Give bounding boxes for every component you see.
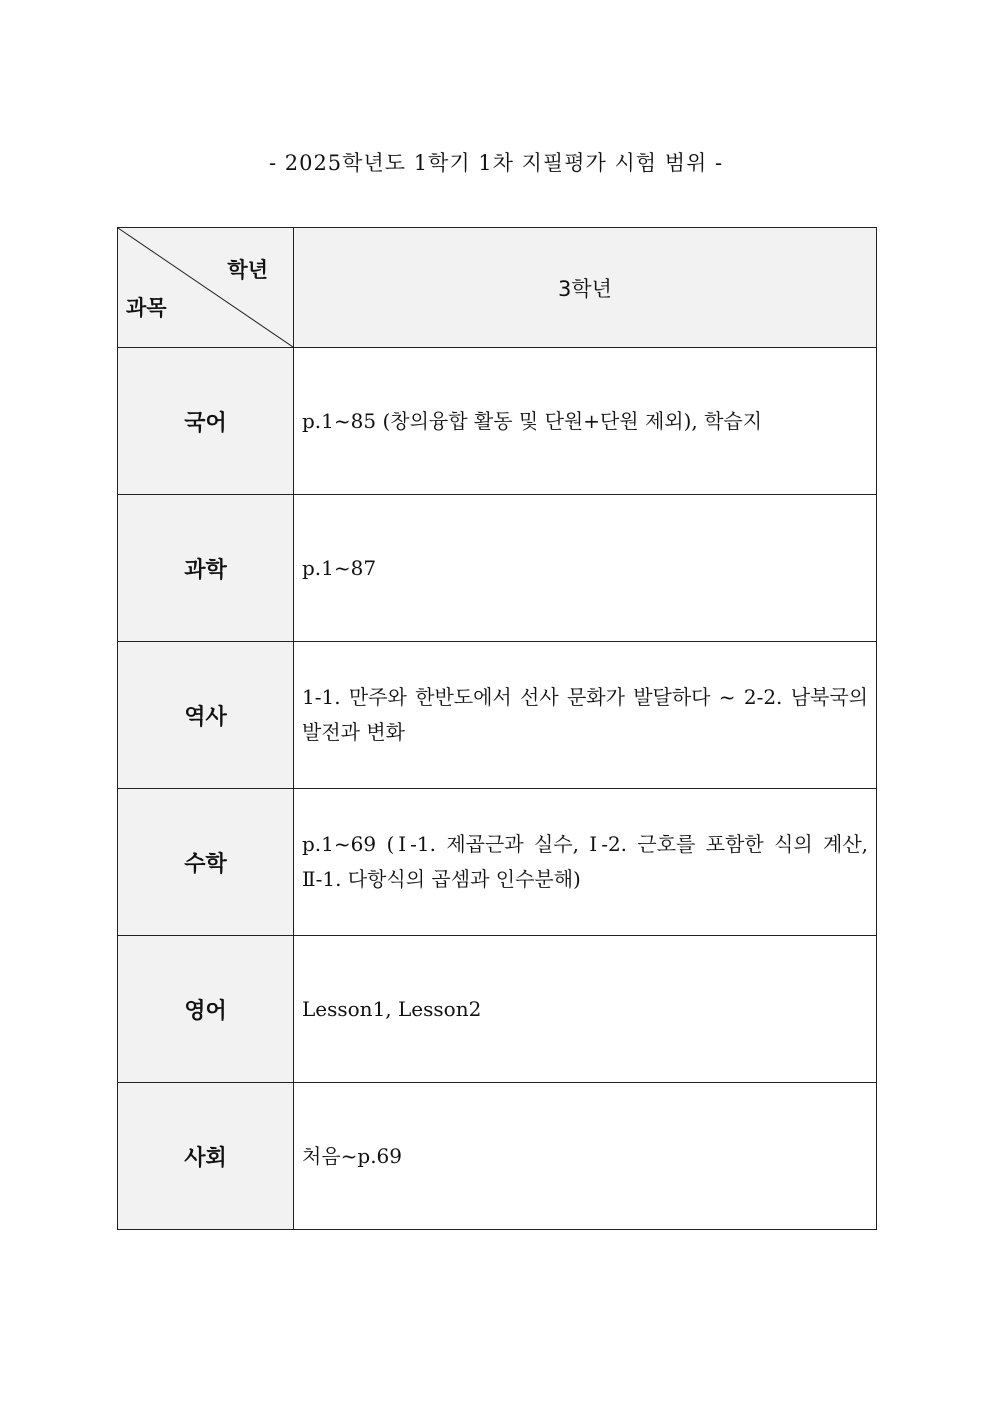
table-row xyxy=(118,348,877,495)
range-cell: p.1~85 (창의융합 활동 및 단원+단원 제외), 학습지 xyxy=(294,348,877,495)
range-cell: p.1~69 (Ⅰ-1. 제곱근과 실수, Ⅰ-2. 근호를 포함한 식의 계산, Ⅱ-1. 다항식의 곱셈과 인수분해) xyxy=(294,789,877,936)
table-row xyxy=(118,1083,877,1230)
corner-subject-label: 과목 xyxy=(126,296,167,320)
subject-cell: 수학 xyxy=(118,789,294,936)
table-row xyxy=(118,642,877,789)
exam-range-table xyxy=(117,227,877,1230)
subject-cell: 과학 xyxy=(118,495,294,642)
document-title: - 2025학년도 1학기 1차 지필평가 시험 범위 - xyxy=(268,151,724,175)
subject-cell: 국어 xyxy=(118,348,294,495)
subject-cell: 영어 xyxy=(118,936,294,1083)
subject-cell: 사회 xyxy=(118,1083,294,1230)
table-row xyxy=(118,495,877,642)
range-cell: p.1~87 xyxy=(294,495,877,642)
corner-cell xyxy=(118,228,294,348)
corner-grade-label: 학년 xyxy=(227,258,268,282)
range-cell: 1-1. 만주와 한반도에서 선사 문화가 발달하다 ~ 2-2. 남북국의 발전과 변화 xyxy=(294,642,877,789)
table-header-row xyxy=(118,228,877,348)
table-row xyxy=(118,936,877,1083)
range-cell: 처음~p.69 xyxy=(294,1083,877,1230)
diagonal-divider xyxy=(118,228,293,347)
range-cell: Lesson1, Lesson2 xyxy=(294,936,877,1083)
subject-cell: 역사 xyxy=(118,642,294,789)
grade-header: 3학년 xyxy=(294,228,877,348)
table-row xyxy=(118,789,877,936)
